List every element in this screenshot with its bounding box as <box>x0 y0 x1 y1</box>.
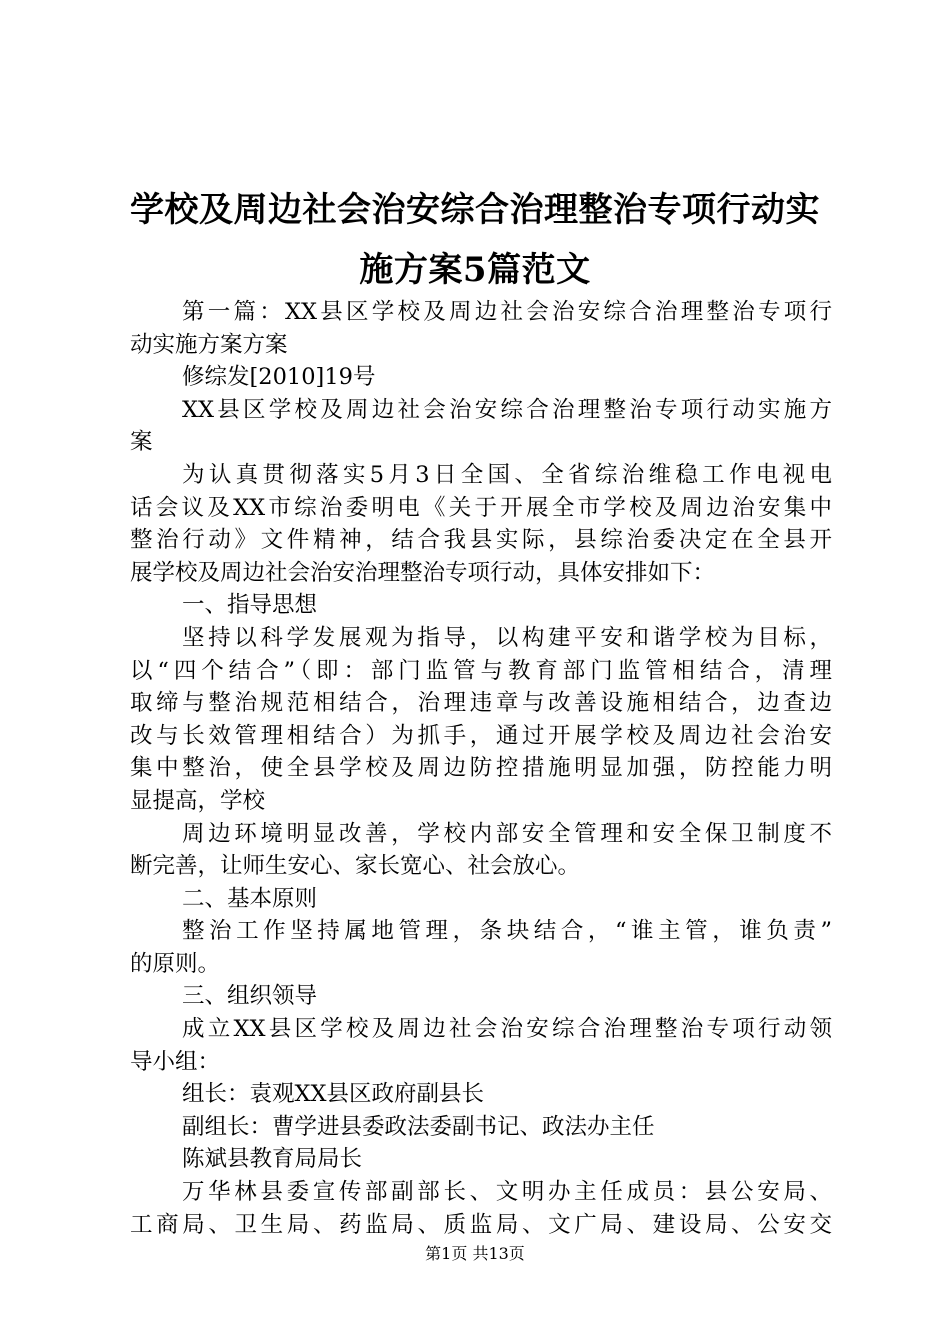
body-text-line: 一、指导思想 <box>182 592 318 619</box>
body-text-line: 成立XX县区学校及周边社会治安综合治理整治专项行动领 <box>182 1016 832 1043</box>
body-text-line: 副组长：曹学进县委政法委副书记、政法办主任 <box>182 1113 655 1140</box>
body-text-line: 第一篇：XX县区学校及周边社会治安综合治理整治专项行 <box>182 299 832 325</box>
body-text-line: 动实施方案方案 <box>130 331 288 358</box>
body-text-line: 二、基本原则 <box>182 885 318 912</box>
body-text-line: 取缔与整治规范相结合，治理违章与改善设施相结合，边查边 <box>130 690 832 717</box>
document-body <box>130 296 832 1241</box>
body-text-line: 陈斌县教育局局长 <box>182 1146 363 1173</box>
body-text-line: 为认真贯彻落实5月3日全国、全省综治维稳工作电视电 <box>182 461 832 488</box>
document-title-line-2: 施方案5篇范文 <box>359 250 591 290</box>
body-text-line: 的原则。 <box>130 950 221 977</box>
body-text-line: 展学校及周边社会治安治理整治专项行动，具体安排如下： <box>130 559 716 586</box>
body-text-line: 话会议及XX市综治委明电《关于开展全市学校及周边治安集中 <box>130 494 832 521</box>
body-text-line: 周边环境明显改善，学校内部安全管理和安全保卫制度不 <box>182 820 832 847</box>
body-text-line: 断完善，让师生安心、家长宽心、社会放心。 <box>130 853 581 880</box>
page-footer: 第1页 共13页 <box>425 1244 525 1263</box>
body-text-line: 坚持以科学发展观为指导，以构建平安和谐学校为目标， <box>182 624 832 651</box>
body-text-line: 以“四个结合”（即：部门监管与教育部门监管相结合，清理 <box>130 657 832 684</box>
body-text-line: 整治行动》文件精神，结合我县实际，县综治委决定在全县开 <box>130 527 832 554</box>
body-text-line: 整治工作坚持属地管理，条块结合，“谁主管，谁负责” <box>182 918 832 945</box>
body-text-line: 工商局、卫生局、药监局、质监局、文广局、建设局、公安交 <box>130 1211 832 1238</box>
body-text-line: 导小组： <box>130 1048 221 1075</box>
body-text-line: 改与长效管理相结合）为抓手，通过开展学校及周边社会治安 <box>130 722 832 749</box>
body-text-line: 组长：袁观XX县区政府副县长 <box>182 1081 485 1108</box>
body-text-line: XX县区学校及周边社会治安综合治理整治专项行动实施方 <box>182 396 832 423</box>
document-title-line-1: 学校及周边社会治安综合治理整治专项行动实 <box>130 190 820 230</box>
body-text-line: 修综发[2010]19号 <box>182 364 376 391</box>
body-text-line: 万华林县委宣传部副部长、文明办主任成员：县公安局、 <box>182 1179 832 1206</box>
body-text-line: 三、组织领导 <box>182 983 318 1010</box>
body-text-line: 显提高，学校 <box>130 787 266 814</box>
body-text-line: 案 <box>130 429 153 456</box>
body-text-line: 集中整治，使全县学校及周边防控措施明显加强，防控能力明 <box>130 755 832 782</box>
